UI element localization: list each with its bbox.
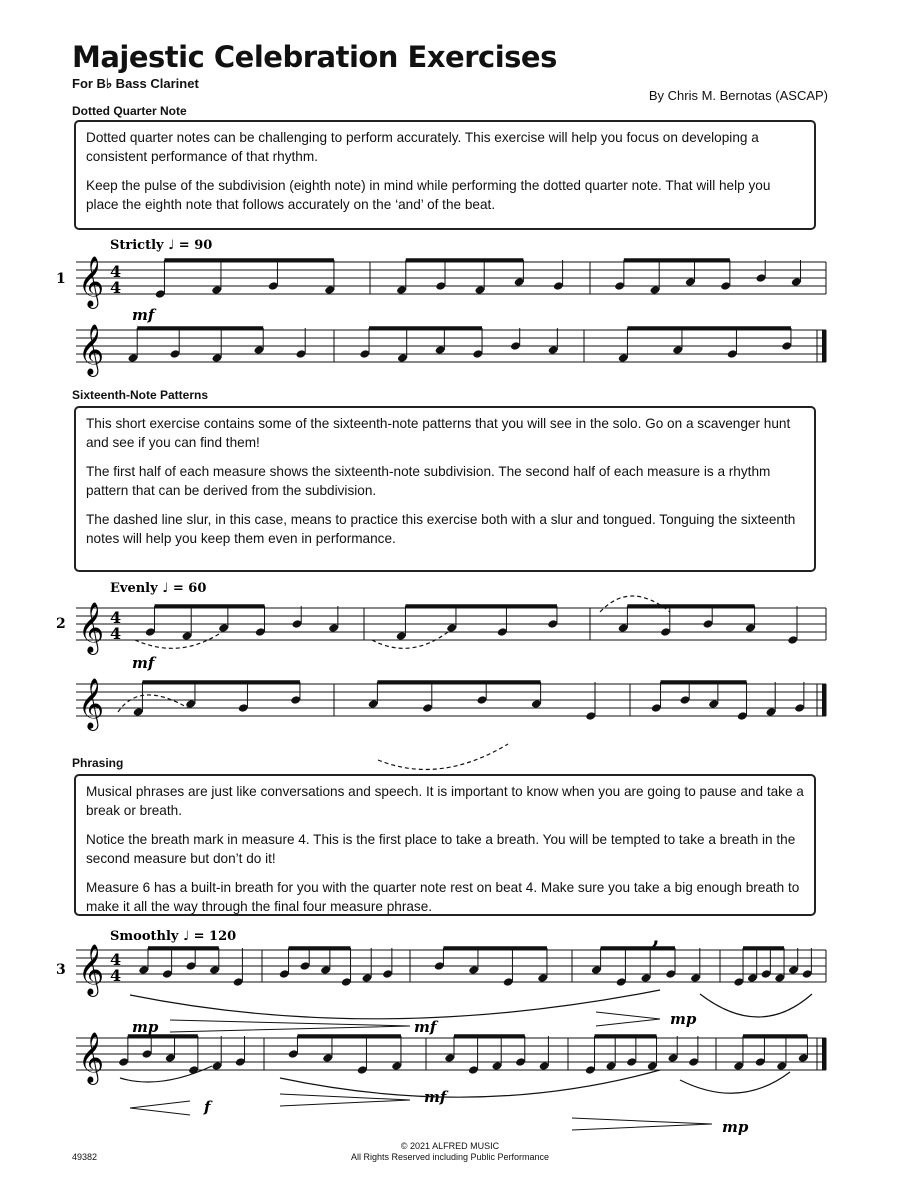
time-signature-bottom: 4 bbox=[110, 278, 122, 297]
staff-system bbox=[76, 678, 826, 731]
footer-copyright bbox=[0, 1141, 900, 1163]
dynamic-mf: mf bbox=[424, 1088, 447, 1106]
paragraph: Notice the breath mark in measure 4. This is the first place to take a breath. You will be tempted to take a breath in the second measure but don’t do it! bbox=[86, 832, 796, 866]
time-signature-top: 4 bbox=[110, 950, 122, 969]
composer-credit: By Chris M. Bernotas (ASCAP) bbox=[648, 88, 828, 103]
paragraph: Keep the pulse of the subdivision (eighth note) in mind while performing the dotted quarter note. That will help you place the eighth note that follows accurately on the ‘and’ of the beat. bbox=[86, 178, 771, 212]
paragraph: Musical phrases are just like conversations and speech. It is important to know when you are going to pause and take a break or breath. bbox=[86, 784, 804, 818]
staff-system bbox=[76, 602, 826, 655]
dynamic-mp: mp bbox=[132, 1018, 159, 1036]
time-signature-top: 4 bbox=[110, 262, 122, 281]
phrase-slurs bbox=[120, 990, 812, 1097]
tempo-marking-2: Evenly ♩ = 60 bbox=[110, 581, 207, 596]
staff-system bbox=[76, 1032, 826, 1085]
staff-system bbox=[76, 324, 826, 377]
time-signature-top: 4 bbox=[110, 608, 122, 627]
dynamic-f: f bbox=[204, 1098, 211, 1116]
staff-system bbox=[76, 944, 826, 997]
section-heading-sixteenth: Sixteenth-Note Patterns bbox=[72, 388, 209, 402]
paragraph: The dashed line slur, in this case, means to practice this exercise both with a slur and tongued. Tonguing the sixteenth notes will help you keep them even in performance. bbox=[86, 512, 796, 546]
treble-clef: 𝄞 bbox=[78, 678, 105, 729]
paragraph: Dotted quarter notes can be challenging to perform accurately. This exercise will help you focus on developing a consistent performance of that rhythm. bbox=[86, 130, 759, 164]
treble-clef: 𝄞 bbox=[78, 602, 105, 653]
dynamic-mf: mf bbox=[414, 1018, 437, 1036]
tempo-marking-3: Smoothly ♩ = 120 bbox=[110, 929, 237, 944]
paragraph: Measure 6 has a built-in breath for you with the quarter note rest on beat 4. Make sure you take a big enough breath to make it all the way through the final four measure phrase. bbox=[86, 880, 800, 914]
dynamic-mf: mf bbox=[132, 306, 155, 324]
time-signature-bottom: 4 bbox=[110, 966, 122, 985]
page-title: Majestic Celebration Exercises bbox=[72, 40, 557, 74]
dynamic-mp: mp bbox=[670, 1010, 697, 1028]
paragraph: The first half of each measure shows the sixteenth-note subdivision. The second half of each measure is a rhythm pattern that can be derived from the subdivision. bbox=[86, 464, 771, 498]
staff-system bbox=[76, 256, 826, 309]
time-signature-bottom: 4 bbox=[110, 624, 122, 643]
exercise-number-3: 3 bbox=[56, 962, 66, 978]
treble-clef: 𝄞 bbox=[78, 944, 105, 995]
exercise-number-2: 2 bbox=[56, 616, 66, 632]
tempo-marking-1: Strictly ♩ = 90 bbox=[110, 238, 213, 253]
final-barline bbox=[822, 1038, 826, 1070]
final-barline bbox=[822, 684, 826, 716]
treble-clef: 𝄞 bbox=[78, 1032, 105, 1083]
section-heading-phrasing: Phrasing bbox=[72, 756, 124, 770]
dynamic-mf: mf bbox=[132, 654, 155, 672]
section-heading-dotted-quarter: Dotted Quarter Note bbox=[72, 104, 187, 118]
copyright-line: © 2021 ALFRED MUSIC bbox=[400, 1141, 500, 1151]
treble-clef: 𝄞 bbox=[78, 324, 105, 375]
page-subtitle: For B♭ Bass Clarinet bbox=[72, 76, 199, 91]
rights-line: All Rights Reserved including Public Performance bbox=[350, 1152, 550, 1162]
paragraph: This short exercise contains some of the sixteenth-note patterns that you will see in the solo. Go on a scavenger hunt and see if you can find them! bbox=[86, 416, 791, 450]
final-barline bbox=[822, 330, 826, 362]
treble-clef: 𝄞 bbox=[78, 256, 105, 307]
footer-catalog-number: 49382 bbox=[72, 1152, 98, 1162]
breath-mark: , bbox=[652, 924, 660, 950]
dynamic-mp: mp bbox=[722, 1118, 749, 1136]
exercise-number-1: 1 bbox=[56, 271, 66, 287]
